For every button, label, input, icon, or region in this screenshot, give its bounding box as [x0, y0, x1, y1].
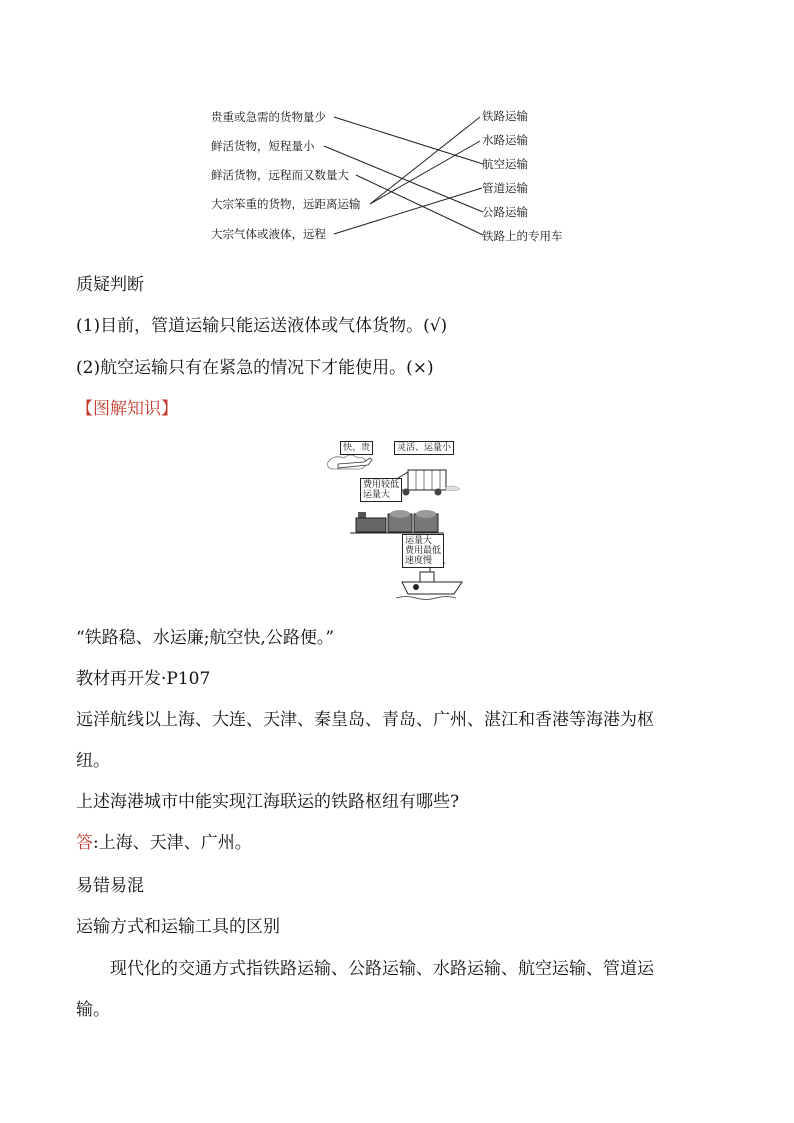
answer: [76, 832, 252, 854]
ship-label: [402, 534, 444, 568]
transport-drawing: [320, 432, 470, 602]
train-label-line: 费用较低: [363, 480, 400, 490]
textbook-heading: 教材再开发·P107: [76, 669, 211, 689]
mnemonic-quote: “铁路稳、水运廉;航空快,公路便。”: [76, 628, 335, 648]
matching-diagram: [200, 100, 600, 250]
match-line: [356, 175, 483, 235]
answer-label: 答: [76, 833, 93, 853]
match-line: [370, 117, 480, 204]
match-line: [334, 117, 483, 164]
plane-label: 快、贵: [340, 441, 373, 455]
match-left-item: 鲜活货物，短程量小: [211, 139, 315, 153]
mistakes-paragraph-line: 输。: [76, 1000, 110, 1020]
answer-text: :上海、天津、广州。: [93, 833, 252, 853]
textbook-paragraph-line: 远洋航线以上海、大连、天津、秦皇岛、青岛、广州、湛江和香港等海港为枢: [76, 710, 654, 730]
match-line: [370, 141, 480, 204]
match-left-item: 贵重或急需的货物量少: [211, 110, 326, 124]
match-left-item: 大宗气体或液体，远程: [211, 227, 326, 241]
match-right-item: 管道运输: [482, 181, 528, 195]
mistakes-paragraph-line: 现代化的交通方式指铁路运输、公路运输、水路运输、航空运输、管道运: [110, 959, 654, 979]
ship-label-line: 运量大: [405, 536, 433, 546]
transport-illustration: [320, 432, 470, 602]
match-line: [334, 188, 482, 234]
ship-label-line: 速度慢: [405, 556, 433, 566]
match-right-item: 铁路上的专用车: [482, 229, 563, 243]
illustration-heading: 【图解知识】: [76, 399, 178, 419]
judge-heading: 质疑判断: [76, 275, 144, 295]
textbook-question: 上述海港城市中能实现江海联运的铁路枢纽有哪些?: [76, 792, 460, 812]
mistakes-subheading: 运输方式和运输工具的区别: [76, 917, 280, 937]
match-right-item: 水路运输: [482, 133, 528, 147]
judge-question-2: (2)航空运输只有在紧急的情况下才能使用。(×): [76, 358, 434, 378]
judge-question-1: (1)目前，管道运输只能运送液体或气体货物。(√): [76, 316, 448, 336]
truck-icon: [398, 470, 460, 496]
train-label: [360, 478, 402, 502]
ship-label-line: 费用最低: [405, 546, 442, 556]
match-left-item: 鲜活货物，远程而又数量大: [211, 168, 349, 182]
match-right-item: 航空运输: [482, 157, 528, 171]
plane-icon: [328, 455, 372, 469]
mistakes-heading: 易错易混: [76, 876, 144, 896]
match-left-item: 大宗笨重的货物，远距离运输: [211, 197, 361, 211]
train-label-line: 运量大: [363, 490, 391, 500]
truck-label: 灵活、运量小: [394, 441, 454, 455]
match-right-item: 铁路运输: [482, 109, 528, 123]
match-right-item: 公路运输: [482, 205, 528, 219]
textbook-paragraph-line: 纽。: [76, 751, 110, 771]
train-icon: [350, 510, 444, 533]
